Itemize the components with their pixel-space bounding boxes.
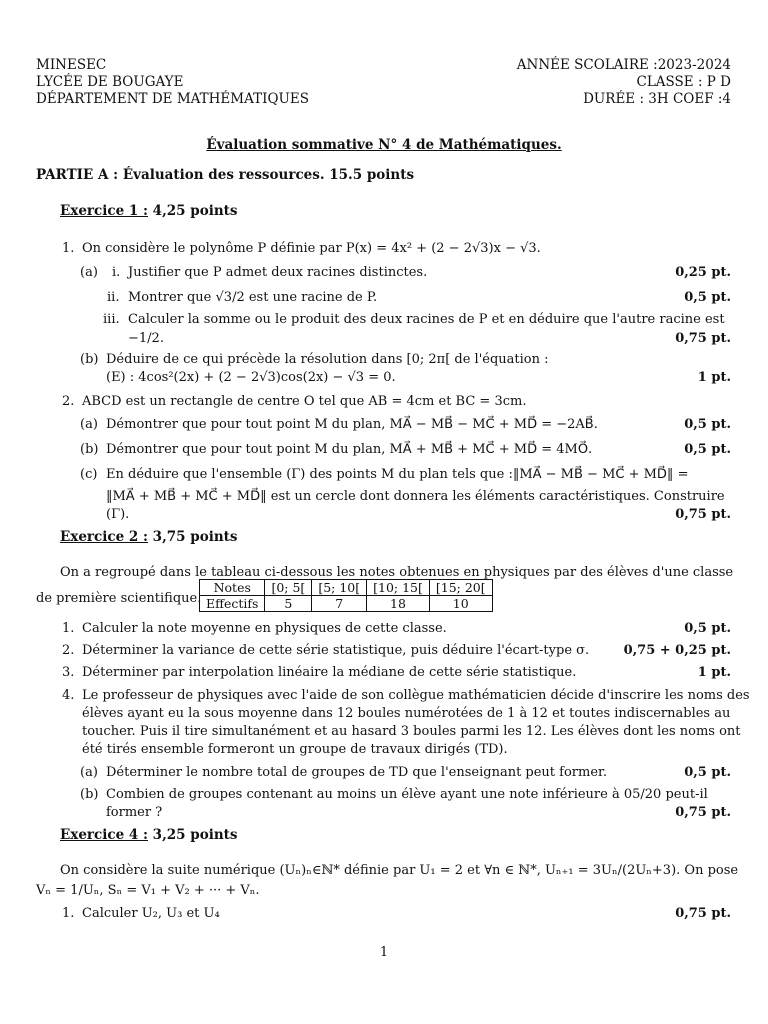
ex2-q4b-text-1: Combien de groupes contenant au moins un élève ayant une note inférieure à 05/20 peut-il xyxy=(106,787,708,802)
ex1-q2a-text: Démontrer que pour tout point M du plan, MA⃗ − MB⃗ − MC⃗ + MD⃗ = −2AB⃗. xyxy=(106,417,598,432)
ex2-q2-text: Déterminer la variance de cette série statistique, puis déduire l'écart-type σ. xyxy=(82,643,590,658)
header-ministry: MINESEC xyxy=(36,57,107,73)
ex1-q2-number: 2. xyxy=(62,394,75,409)
ex2-q1-points: 0,5 pt. xyxy=(684,621,731,636)
ex1-q2a-points: 0,5 pt. xyxy=(684,417,731,432)
header-duration: DURÉE : 3H COEF :4 xyxy=(583,91,731,107)
exercise-4-points: 3,25 points xyxy=(147,827,238,843)
ex1-q1a-ii-points: 0,5 pt. xyxy=(684,290,731,305)
exercise-1-heading xyxy=(60,202,238,220)
ex1-q1a-i-points: 0,25 pt. xyxy=(675,265,731,280)
table-row xyxy=(200,580,493,596)
ex2-q4b-label: (b) xyxy=(80,787,99,802)
ex2-q4-text-4: été tirés ensemble formeront un groupe de travaux dirigés (TD). xyxy=(82,742,508,757)
ex1-q1a-iii-text-1: Calculer la somme ou le produit des deux racines de P et en déduire que l'autre racine est xyxy=(128,312,725,327)
ex2-intro-2: de première scientifique. xyxy=(36,591,202,606)
table-cell: [5; 10[ xyxy=(312,580,367,596)
header-department: DÉPARTEMENT DE MATHÉMATIQUES xyxy=(36,91,309,107)
table-cell: 7 xyxy=(312,596,367,612)
ex1-q2c-points: 0,75 pt. xyxy=(675,507,731,522)
ex4-intro-2: Vₙ = 1/Uₙ, Sₙ = V₁ + V₂ + ··· + Vₙ. xyxy=(36,883,260,898)
ex2-q1-text: Calculer la note moyenne en physiques de cette classe. xyxy=(82,621,447,636)
ex4-q1-text: Calculer U₂, U₃ et U₄ xyxy=(82,906,220,921)
ex1-q2a-label: (a) xyxy=(80,417,98,432)
exercise-2-heading xyxy=(60,528,238,546)
ex1-q1a-ii-text: Montrer que √3/2 est une racine de P. xyxy=(128,290,378,305)
ex2-q4-number: 4. xyxy=(62,688,75,703)
ex2-q1-number: 1. xyxy=(62,621,75,636)
ex2-q2-points: 0,75 + 0,25 pt. xyxy=(623,643,731,658)
ex2-q3-points: 1 pt. xyxy=(697,665,731,680)
header-year: ANNÉE SCOLAIRE :2023-2024 xyxy=(516,57,731,73)
exercise-1-points: 4,25 points xyxy=(147,203,238,219)
ex1-q1b-text-1: Déduire de ce qui précède la résolution dans [0; 2π[ de l'équation : xyxy=(106,352,549,367)
ex1-q2-text: ABCD est un rectangle de centre O tel que AB = 4cm et BC = 3cm. xyxy=(82,394,527,409)
ex1-q1a-ii-label: ii. xyxy=(107,290,120,305)
table-cell: 10 xyxy=(429,596,492,612)
ex1-q1a-iii-points: 0,75 pt. xyxy=(675,331,731,346)
ex2-q4b-points: 0,75 pt. xyxy=(675,805,731,820)
ex1-q2c-label: (c) xyxy=(80,467,98,482)
ex1-q1a-iii-label: iii. xyxy=(103,312,120,327)
table-cell: [15; 20[ xyxy=(429,580,492,596)
ex4-q1-number: 1. xyxy=(62,906,75,921)
ex1-q1b-label: (b) xyxy=(80,352,99,367)
ex1-q1a-i-text: Justifier que P admet deux racines distinctes. xyxy=(128,265,428,280)
ex1-q1b-text-2: (E) : 4cos²(2x) + (2 − 2√3)cos(2x) − √3 = 0. xyxy=(106,370,396,385)
ex2-q4-text-2: élèves ayant eu la sous moyenne dans 12 boules numérotées de 1 à 12 et toutes indiscernables au xyxy=(82,706,731,721)
ex2-q2-number: 2. xyxy=(62,643,75,658)
document-title: Évaluation sommative N° 4 de Mathématiques. xyxy=(206,137,562,153)
ex2-q4-text-1: Le professeur de physiques avec l'aide de son collègue mathématicien décide d'inscrire les noms des xyxy=(82,688,750,703)
table-cell: 18 xyxy=(367,596,430,612)
notes-table xyxy=(199,579,493,612)
ex1-q1a-i-label: i. xyxy=(112,265,121,280)
exercise-1-label: Exercice 1 : xyxy=(60,203,148,219)
page-number: 1 xyxy=(379,945,389,960)
table-cell: 5 xyxy=(265,596,312,612)
header-left xyxy=(36,57,309,108)
ex2-q4a-text: Déterminer le nombre total de groupes de TD que l'enseignant peut former. xyxy=(106,765,607,780)
ex1-q1a-label: (a) xyxy=(80,265,98,280)
ex1-q2c-text-1: En déduire que l'ensemble (Γ) des points M du plan tels que :‖MA⃗ − MB⃗ − MC⃗ + MD⃗‖ = xyxy=(106,467,689,482)
table-header-cell: Effectifs xyxy=(200,596,265,612)
ex1-q2b-label: (b) xyxy=(80,442,99,457)
exercise-2-points: 3,75 points xyxy=(147,529,238,545)
ex4-intro-1: On considère la suite numérique (Uₙ)ₙ∈ℕ* définie par U₁ = 2 et ∀n ∈ ℕ*, Uₙ₊₁ = 3Uₙ/(2Uₙ+3). On pose xyxy=(60,863,739,878)
exercise-2-label: Exercice 2 : xyxy=(60,529,148,545)
ex1-q1a-iii-text-2: −1/2. xyxy=(128,331,164,346)
table-cell: [10; 15[ xyxy=(367,580,430,596)
ex1-q1-number: 1. xyxy=(62,241,75,256)
ex1-q1b-points: 1 pt. xyxy=(697,370,731,385)
ex2-q4a-points: 0,5 pt. xyxy=(684,765,731,780)
table-header-cell: Notes xyxy=(200,580,265,596)
table-cell: [0; 5[ xyxy=(265,580,312,596)
ex1-q1-text: On considère le polynôme P définie par P(x) = 4x² + (2 − 2√3)x − √3. xyxy=(82,241,541,256)
ex1-q2b-points: 0,5 pt. xyxy=(684,442,731,457)
ex2-q4a-label: (a) xyxy=(80,765,98,780)
table-row xyxy=(200,596,493,612)
ex2-intro-1: On a regroupé dans le tableau ci-dessous les notes obtenues en physiques par des élèves d'une classe xyxy=(60,565,734,580)
ex4-q1-points: 0,75 pt. xyxy=(675,906,731,921)
ex2-q4-text-3: toucher. Puis il tire simultanément et au hasard 3 boules parmi les 12. Les élèves dont les noms ont xyxy=(82,724,741,739)
ex2-q4b-text-2: former ? xyxy=(106,805,163,820)
ex1-q2b-text: Démontrer que pour tout point M du plan, MA⃗ + MB⃗ + MC⃗ + MD⃗ = 4MO⃗. xyxy=(106,442,593,457)
exercise-4-label: Exercice 4 : xyxy=(60,827,148,843)
partie-heading: PARTIE A : Évaluation des ressources. 15.5 points xyxy=(36,167,415,183)
header-class: CLASSE : P D xyxy=(636,74,731,90)
ex2-q3-text: Déterminer par interpolation linéaire la médiane de cette série statistique. xyxy=(82,665,577,680)
ex1-q2c-text-2: ‖MA⃗ + MB⃗ + MC⃗ + MD⃗‖ est un cercle dont donnera les éléments caractéristiques. Construire xyxy=(106,489,725,504)
ex1-q2c-text-3: (Γ). xyxy=(106,507,130,522)
header-school: LYCÉE DE BOUGAYE xyxy=(36,74,184,90)
exercise-4-heading xyxy=(60,826,238,844)
header-right xyxy=(517,57,731,108)
ex2-q3-number: 3. xyxy=(62,665,75,680)
